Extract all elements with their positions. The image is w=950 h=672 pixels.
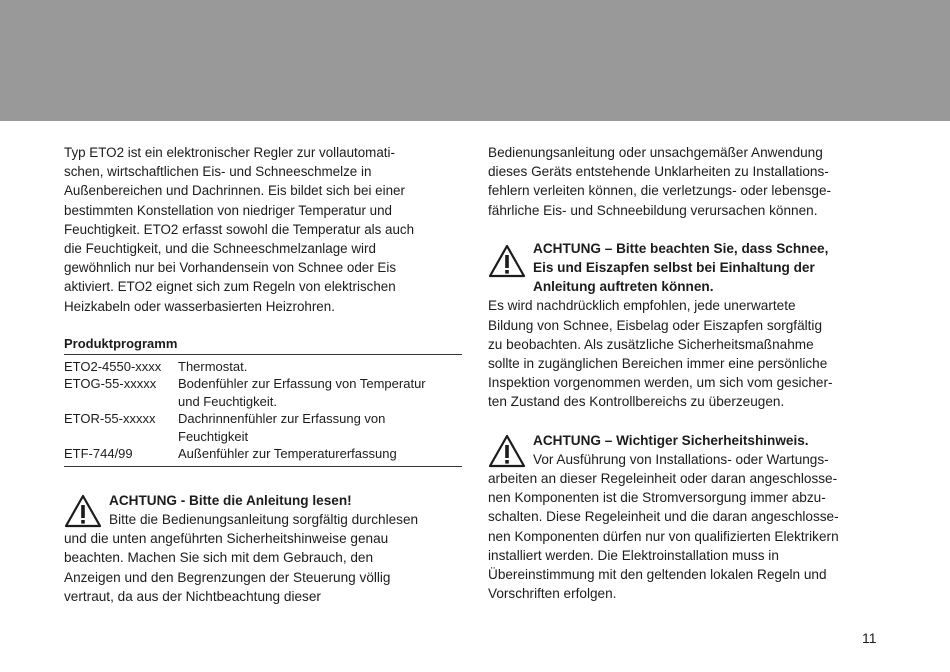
text-line: bestimmten Konstellation von niedriger Temperatur und (64, 202, 393, 218)
text-line: gewöhnlich nur bei Vorhandensein von Schnee oder Eis (64, 260, 397, 276)
text-line: Bildung von Schnee, Eisbelag oder Eiszapfen sorgfältig (488, 317, 823, 333)
table-row (64, 375, 462, 410)
product-description (178, 358, 462, 376)
text-line: sollte in zugänglichen Bereichen immer eine persönliche (488, 356, 828, 372)
right-column (488, 143, 883, 603)
text-line: Inspektion vorgenommen werden, um sich vom gesicher- (488, 375, 833, 391)
table-row (64, 445, 462, 466)
text-line: fehlern verleiten können, die verletzungs- oder lebensge- (488, 183, 832, 199)
text-line: Typ ETO2 ist ein elektronischer Regler zur vollautomati- (64, 145, 395, 160)
text-line: Bitte die Bedienungsanleitung sorgfältig durchlesen (109, 512, 419, 528)
warning-title: Anleitung auftreten können. (533, 279, 714, 295)
warning-block (64, 491, 462, 606)
text-line: vertraut, da aus der Nichtbeachtung dieser (64, 588, 321, 604)
warning-block (488, 431, 883, 604)
text-line: Bedienungsanleitung oder unsachgemäßer Anwendung (488, 145, 823, 160)
text-line: schalten. Diese Regeleinheit und die daran angeschlosse- (488, 509, 839, 525)
text-line: arbeiten an dieser Regeleinheit oder daran angeschlosse- (488, 471, 838, 487)
description-line: Außenfühler zur Temperaturerfassung (178, 446, 397, 462)
warning-triangle-icon (488, 434, 526, 468)
product-code: ETOG-55-xxxxx (64, 376, 157, 392)
text-line: schen, wirtschaftlichen Eis- und Schneeschmelze in (64, 164, 372, 180)
text-line: installiert werden. Die Elektroinstallation muss in (488, 547, 779, 563)
intro-paragraph (488, 143, 883, 220)
text-line: Außenbereichen und Dachrinnen. Eis bildet sich bei einer (64, 183, 405, 199)
text-line: Heizkabeln oder wasserbasierten Heizrohren. (64, 298, 335, 314)
text-line: Feuchtigkeit. ETO2 erfasst sowohl die Temperatur als auch (64, 221, 415, 237)
product-program (64, 335, 462, 467)
warning-block (488, 239, 883, 412)
description-line: und Feuchtigkeit. (178, 393, 278, 409)
warning-title: ACHTUNG – Wichtiger Sicherheitshinweis. (533, 432, 809, 448)
product-table (64, 358, 462, 466)
warning-triangle-icon (64, 494, 102, 528)
text-line: ten Zustand des Kontrollbereichs zu überzeugen. (488, 394, 785, 410)
text-line: zu beobachten. Als zusätzliche Sicherheitsmaßnahme (488, 336, 814, 352)
description-line: Dachrinnenfühler zur Erfassung von (178, 411, 386, 427)
description-line: Feuchtigkeit (178, 428, 249, 444)
table-row (64, 358, 462, 376)
warning-title: Eis und Eiszapfen selbst bei Einhaltung der (533, 260, 815, 276)
product-description (178, 445, 462, 466)
intro-paragraph (64, 143, 462, 316)
warning-title: ACHTUNG - Bitte die Anleitung lesen! (109, 492, 352, 508)
text-line: Vorschriften erfolgen. (488, 586, 617, 602)
text-line: die Feuchtigkeit, und die Schneeschmelzanlage wird (64, 241, 376, 257)
product-code: ETF-744/99 (64, 446, 133, 462)
text-line: Es wird nachdrücklich empfohlen, jede unerwartete (488, 298, 796, 314)
description-line: Thermostat. (178, 358, 248, 374)
text-line: aktiviert. ETO2 eignet sich zum Regeln von elektrischen (64, 279, 396, 295)
text-line: Übereinstimmung mit den geltenden lokalen Regeln und (488, 567, 827, 583)
product-code: ETO2-4550-xxxx (64, 358, 162, 374)
section-title: Produktprogramm (64, 335, 178, 351)
product-code: ETOR-55-xxxxx (64, 411, 156, 427)
text-line: und die unten angeführten Sicherheitshinweise genau (64, 531, 389, 547)
text-line: Anzeigen und den Begrenzungen der Steuerung völlig (64, 569, 391, 585)
warning-triangle-icon (488, 244, 526, 278)
product-description (178, 375, 462, 410)
text-line: fährliche Eis- und Schneebildung verursachen können. (488, 202, 818, 218)
table-row (64, 410, 462, 445)
header-band (0, 0, 950, 121)
product-description (178, 410, 462, 445)
description-line: Bodenfühler zur Erfassung von Temperatur (178, 376, 426, 392)
text-line: nen Komponenten dürfen nur von qualifizierten Elektrikern (488, 528, 839, 544)
divider (64, 466, 462, 467)
left-column (64, 143, 462, 606)
warning-title: ACHTUNG – Bitte beachten Sie, dass Schnee, (533, 240, 829, 256)
text-line: nen Komponenten ist die Stromversorgung immer abzu- (488, 490, 826, 506)
text-line: dieses Geräts entstehende Unklarheiten zu Installations- (488, 164, 829, 180)
divider (64, 354, 462, 355)
text-line: Vor Ausführung von Installations- oder Wartungs- (533, 451, 829, 467)
page-number: 11 (862, 630, 877, 646)
text-line: beachten. Machen Sie sich mit dem Gebrauch, den (64, 550, 374, 566)
